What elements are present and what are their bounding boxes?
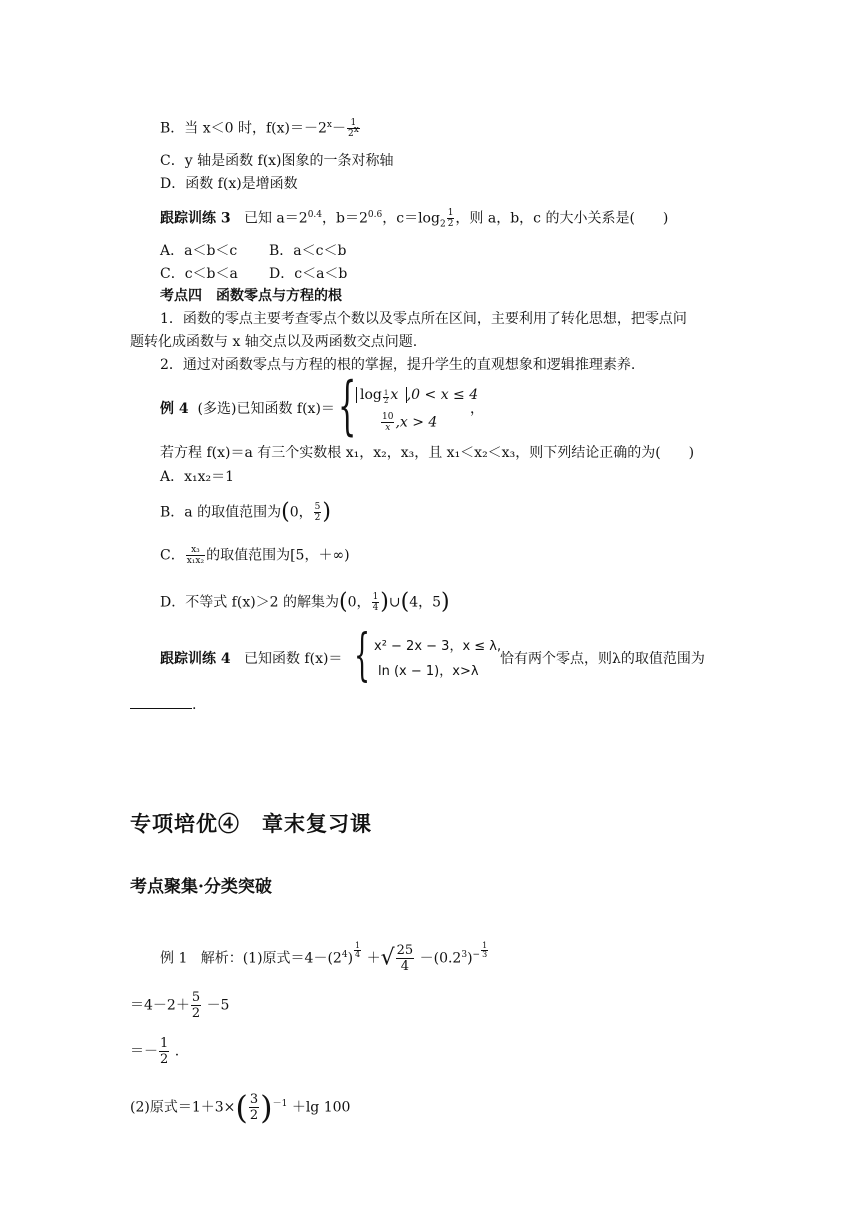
track3-option-b: B．a＜c＜b: [269, 243, 347, 259]
ex4-piece2: $\frac{10}{x}$ ,x > 4: [382, 412, 438, 433]
sol1-line2: ＝4－2＋ $\frac{5}{2}$ －5: [130, 990, 230, 1021]
ex4-option-b: B．a 的取值范围为(0， $\frac{5}{2}$ ): [160, 499, 331, 525]
section4-para1a: 1．函数的零点主要考查零点个数以及零点所在区间，主要利用了转化思想，把零点问: [160, 311, 687, 327]
track4-piece1: x² − 2x − 3，x ≤ λ,: [374, 639, 502, 654]
ex4-condition: 若方程 f(x)＝a 有三个实数根 x₁，x₂，x₃，且 x₁＜x₂＜x₃，则下列结论正确的为( ): [160, 445, 695, 461]
section4-para1b: 题转化成函数与 x 轴交点以及两函数交点问题.: [130, 334, 418, 350]
ex4-option-c: C． $\frac{\text{x₃}}{\text{x₁x₂}}$ 的取值范围为[5，＋∞): [160, 545, 350, 566]
track4-piece2: ln (x − 1)，x>λ: [378, 664, 479, 679]
track3-option-c: C．c＜b＜a: [160, 266, 238, 282]
ex4-header: 例 4 (多选)已知函数 f(x)＝: [160, 401, 335, 417]
track4-tail: 恰有两个零点，则λ的取值范围为: [500, 651, 705, 667]
section4-title: 考点四 函数零点与方程的根: [160, 288, 342, 304]
ex4-brace: {: [338, 369, 357, 443]
sol1-line1: 例 1 解析：(1)原式$=4-(2^4)$ $\frac{1}{4}$ ＋√ $\frac{25}{4}$ $-(0.2^3)^-$ $\frac{1}{3}$: [160, 941, 488, 975]
section4-para2: 2．通过对函数零点与方程的根的掌握，提升学生的直观想象和逻辑推理素养.: [160, 357, 636, 373]
ex4-option-d: D．不等式 f(x)＞2 的解集为(0， $\frac{1}{4}$ )∪(4，5): [160, 589, 450, 615]
q3-option-b: B．当 x＜0 时，$f(x)=-2^x-$ $\frac{1}{2x}$: [160, 118, 359, 139]
track4-brace: {: [354, 623, 371, 688]
ex4-comma: ，: [470, 401, 484, 417]
sol1-line3: ＝－ $\frac{1}{2}$ .: [130, 1036, 180, 1067]
ex4-option-a: A．x₁x₂＝1: [160, 469, 235, 485]
track3-question: 跟踪训练 3 已知 $a=2^{0.4}$，$b=2^{0.6}$，$c=\log_2$ $\frac{1}{2}$ ，则 a，b，c 的大小关系是( ): [160, 208, 669, 230]
ex4-piece1: log $\frac{1}{2}$ x ,0 < x ≤ 4: [356, 386, 478, 405]
sol1-line4: (2)原式＝1＋3×( $\frac{3}{2}$ )$^{-1}$ ＋lg 100: [130, 1088, 351, 1127]
track3-option-a: A．a＜b＜c: [160, 243, 238, 259]
q3-option-c: C．y 轴是函数 f(x)图象的一条对称轴: [160, 153, 394, 169]
track3-option-d: D．c＜a＜b: [269, 266, 348, 282]
chapter-subtitle: 考点聚集·分类突破: [130, 877, 272, 897]
track4-answer-blank: .: [130, 696, 196, 714]
chapter-title: 专项培优④ 章末复习课: [130, 811, 372, 836]
track4-header: 跟踪训练 4 已知函数 f(x)＝: [160, 651, 343, 667]
q3-option-d: D．函数 f(x)是增函数: [160, 176, 298, 192]
